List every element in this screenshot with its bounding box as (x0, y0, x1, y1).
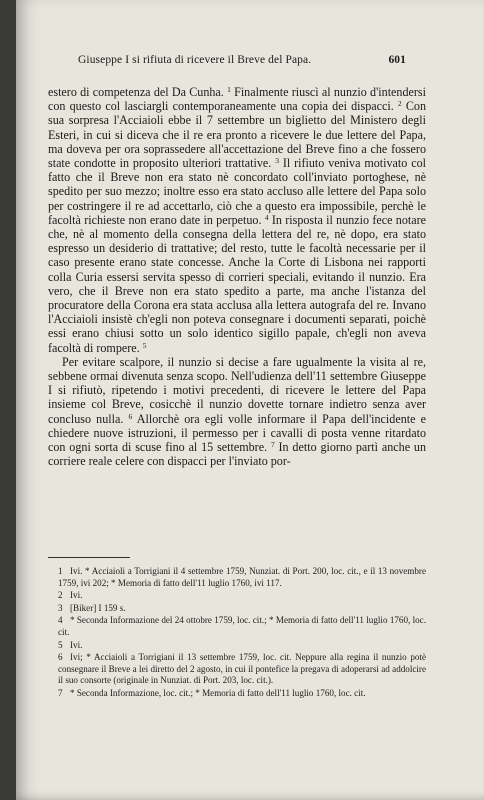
footnote (48, 615, 426, 638)
body-paragraph (48, 85, 426, 355)
footnotes (48, 566, 426, 701)
running-title: Giuseppe I si rifiuta di ricevere il Breve del Papa. (78, 54, 312, 66)
footnote-text: * Seconda Informazione, loc. cit.; * Memoria di fatto dell'11 luglio 1760, loc. cit. (70, 687, 366, 698)
footnote-reference: 4 (264, 212, 269, 222)
footnote (48, 652, 426, 687)
body-paragraph (48, 355, 426, 469)
footnote-text: Ivi. * Acciaioli a Torrigiani il 4 settembre 1759, Nunziat. di Port. 200, loc. cit., e il 13 novembre 1759, ivi 202; * Memoria di fatto dell'11 luglio 1760, ivi 117. (58, 566, 426, 588)
page-number: 601 (388, 54, 406, 66)
footnote-marker: 6 (58, 652, 63, 663)
footnote (48, 590, 426, 602)
body-text: estero di competenza del Da Cunha. (48, 85, 228, 99)
body-text: Allorchè ora egli volle informare il Papa dell'incidente e chiedere nuove istruzioni, il permesso per i cavalli di posta venne ritardato con ogni sorta di scuse fino al 15 settembre. (48, 411, 426, 455)
running-header (78, 54, 406, 66)
footnote (48, 566, 426, 589)
footnote-reference: 2 (397, 99, 402, 109)
footnote-marker: 7 (58, 687, 63, 698)
footnote (48, 688, 426, 700)
footnote (48, 603, 426, 615)
footnote-text: [Biker] I 159 s. (70, 602, 126, 613)
footnote-reference: 5 (142, 340, 147, 350)
footnote-reference: 3 (275, 156, 279, 166)
footnote-marker: 2 (58, 590, 63, 601)
body-text: Il rifiuto veniva motivato col fatto che il Breve non era stato nè concordato coll'inviato portoghese, nè spedito per suo mezzo; inoltre esso era stato accluso alle lettere del Papa solo per costringere il re ad accettarlo, ciò che a questo era impossibile, perchè le facoltà richieste non erano date in perpetuo. (48, 156, 426, 227)
footnote-text: Ivi. (70, 639, 83, 650)
footnote-reference: 1 (227, 85, 231, 94)
body-text: Per evitare scalpore, il nunzio si decise a fare ugualmente la visita al re, sebbene ormai divenuta senza scopo. Nell'udienza dell'11 settembre Giuseppe I si rifiutò, ripetendo i motivi precedenti, di ricevere le lettere del Papa insieme col Breve, cosicchè il nunzio dovette tornare indietro senza aver concluso nulla. (48, 354, 426, 426)
footnote-marker: 4 (58, 615, 63, 626)
footnote (48, 640, 426, 652)
footnote-marker: 5 (58, 639, 63, 650)
body-text: In detto giorno partì anche un corriere reale celere con dispacci per l'inviato por- (48, 440, 426, 469)
footnote-text: Ivi. (70, 590, 83, 601)
body-text: Con sua sorpresa l'Acciaioli ebbe il 7 settembre un biglietto del Ministero degli Esteri, in cui si diceva che il re era pronto a ricevere le due lettere del Papa, ma doveva per ora soprassedere all'accettazione del Breve fino a che fossero state condotte in proposito ulteriori trattative. (48, 99, 426, 171)
footnote-rule (48, 557, 130, 558)
body-text: In risposta il nunzio fece notare che, nè al momento della consegna della lettera del re, nè dopo, era stato espresso un desiderio di trattative; del resto, tutte le facoltà necessarie per il caso presente erano state concesse. Anche la Corte di Lisbona nei rapporti colla Curia essersi servita spesso di corrieri speciali, evitando il nunzio. Era vero, che il Breve non era stato spedito a parte, ma anche l'istanza del procuratore della Corona era stata acclusa alla lettera autografa del re. Invano l'Acciaioli insistè ch'egli non poteva consegnare i documenti separati, poichè essi erano chiusi sotto un solo identico sigillo papale, ch'egli non aveva facoltà di rompere. (48, 212, 427, 355)
footnote-reference: 7 (270, 440, 275, 450)
book-page (16, 0, 484, 800)
footnote-marker: 3 (58, 602, 63, 613)
footnote-reference: 6 (128, 411, 133, 421)
footnote-marker: 1 (58, 566, 63, 576)
body-text: Finalmente riuscì al nunzio d'intendersi con questo col lasciargli contemporaneamente una copia dei dispacci. (48, 85, 426, 114)
main-text (48, 85, 426, 468)
footnote-text: Ivi; * Acciaioli a Torrigiani il 13 settembre 1759, loc. cit. Neppure alla regina il nunzio potè consegnare il Breve a lei diretto del 2 agosto, in cui il pontefice la pregava di adoperarsi ad addolcire il suo consorte (originale in Nunziat. di Port. 203, loc. cit.). (58, 652, 426, 686)
footnote-text: * Seconda Informazione del 24 ottobre 1759, loc. cit.; * Memoria di fatto dell'11 luglio 1760, loc. cit. (58, 615, 426, 637)
